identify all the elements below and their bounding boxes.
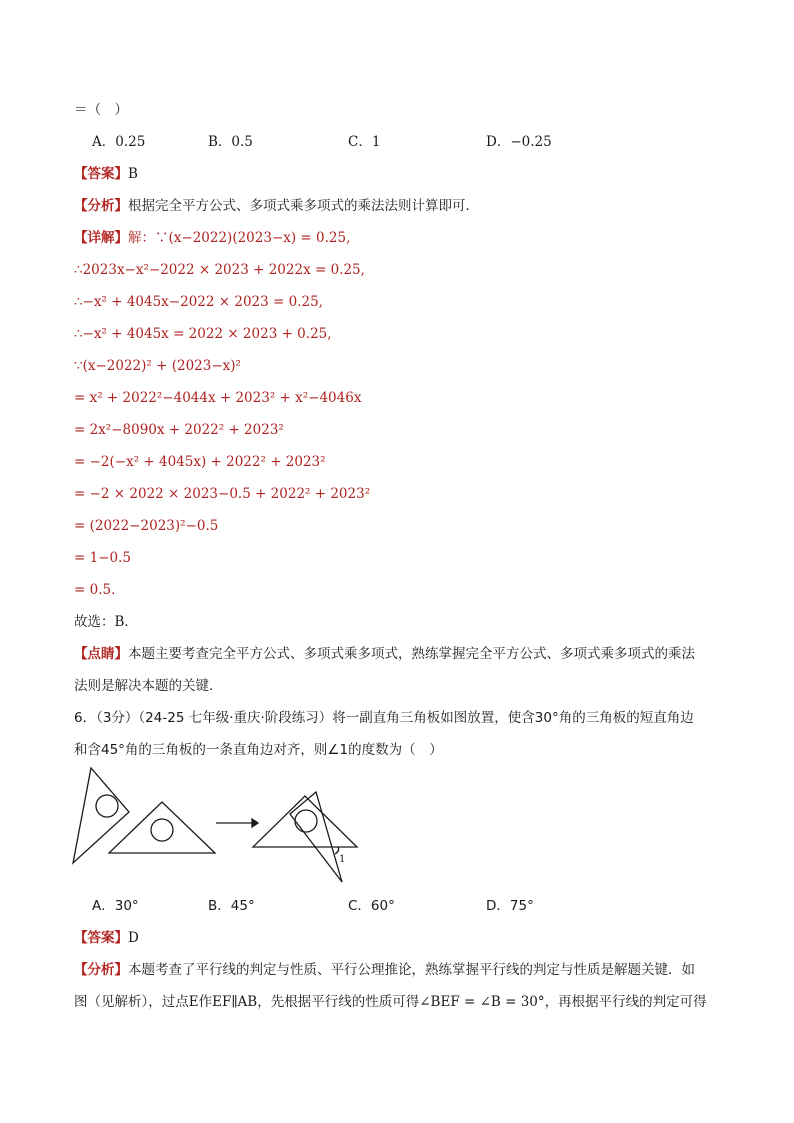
angle-1-label: 1 xyxy=(339,854,346,865)
q5-option-b: B．0.5 xyxy=(208,134,253,150)
detail-line: ∵(x−2022)² + (2023−x)² xyxy=(74,358,241,374)
q5-choice: 故选：B． xyxy=(74,614,138,630)
detail-line: = 0.5． xyxy=(74,582,125,598)
right-hole xyxy=(295,810,317,832)
answer-tag: 【答案】 xyxy=(74,930,128,946)
answer-tag: 【答案】 xyxy=(74,166,128,182)
detail-tag: 【详解】 xyxy=(74,230,128,246)
q5-detail-row xyxy=(74,228,350,248)
left-45deg-triangle xyxy=(109,802,215,853)
q6-stem-line2: 和含45°角的三角板的一条直角边对齐，则∠1的度数为（ ） xyxy=(74,742,443,758)
detail-line: = x² + 2022²−4044x + 2023² + x²−4046x xyxy=(74,390,362,406)
comment-tag: 【点睛】 xyxy=(74,646,128,662)
answer-value: D xyxy=(128,930,139,946)
q6-option-a: A．30° xyxy=(92,898,139,914)
left-30deg-hole xyxy=(96,795,118,817)
q6-option-b: B．45° xyxy=(208,898,255,914)
q5-option-a: A．0.25 xyxy=(92,134,146,150)
detail-line: ∴2023x−x²−2022 × 2023 + 2022x = 0.25, xyxy=(74,262,365,278)
q6-answer-row xyxy=(74,928,139,948)
q6-stem-line1: 6．（3分）（24-25 七年级·重庆·阶段练习）将一副直角三角板如图放置，使含30°角的三角板的短直角边 xyxy=(74,710,694,726)
detail-line: = 1−0.5 xyxy=(74,550,131,566)
q5-option-c: C．1 xyxy=(348,134,381,150)
q5-stem-tail: ＝（ ） xyxy=(74,102,128,118)
detail-line: = (2022−2023)²−0.5 xyxy=(74,518,219,534)
detail-line: ∴−x² + 4045x = 2022 × 2023 + 0.25, xyxy=(74,326,332,342)
q6-analysis-row xyxy=(74,960,695,980)
answer-value: B xyxy=(128,166,138,182)
q6-triangle-figure xyxy=(66,755,366,885)
q6-option-c: C．60° xyxy=(348,898,395,914)
q5-answer-row xyxy=(74,164,138,184)
q5-comment-line2: 法则是解决本题的关键． xyxy=(74,678,223,694)
detail-line: ∴−x² + 4045x−2022 × 2023 = 0.25, xyxy=(74,294,323,310)
comment-text: 本题主要考查完全平方公式、多项式乘多项式，熟练掌握完全平方公式、多项式乘多项式的乘法 xyxy=(128,646,695,662)
q5-analysis-row xyxy=(74,196,479,216)
analysis-text: 根据完全平方公式、多项式乘多项式的乘法法则计算即可． xyxy=(128,198,479,214)
detail-line: = 2x²−8090x + 2022² + 2023² xyxy=(74,422,284,438)
right-30deg-triangle xyxy=(290,792,342,882)
analysis-tag: 【分析】 xyxy=(74,962,128,978)
angle-1-arc xyxy=(335,847,339,854)
q6-analysis-line2: 图（见解析），过点E作EF∥AB，先根据平行线的性质可得∠BEF = ∠B = 30°，再根据平行线的判定可得 xyxy=(74,994,707,1010)
analysis-tag: 【分析】 xyxy=(74,198,128,214)
q6-option-d: D．75° xyxy=(486,898,534,914)
analysis-text: 本题考查了平行线的判定与性质、平行公理推论，熟练掌握平行线的判定与性质是解题关键．如 xyxy=(128,962,695,978)
q5-comment-row xyxy=(74,644,695,664)
detail-line: = −2(−x² + 4045x) + 2022² + 2023² xyxy=(74,454,326,470)
detail-line: = −2 × 2022 × 2023−0.5 + 2022² + 2023² xyxy=(74,486,371,502)
right-45deg-triangle xyxy=(253,796,357,847)
left-45deg-hole xyxy=(151,819,173,841)
q5-option-d: D．−0.25 xyxy=(486,134,552,150)
detail-line: 解：∵(x−2022)(2023−x) = 0.25, xyxy=(128,230,351,246)
arrow-head xyxy=(252,819,258,827)
